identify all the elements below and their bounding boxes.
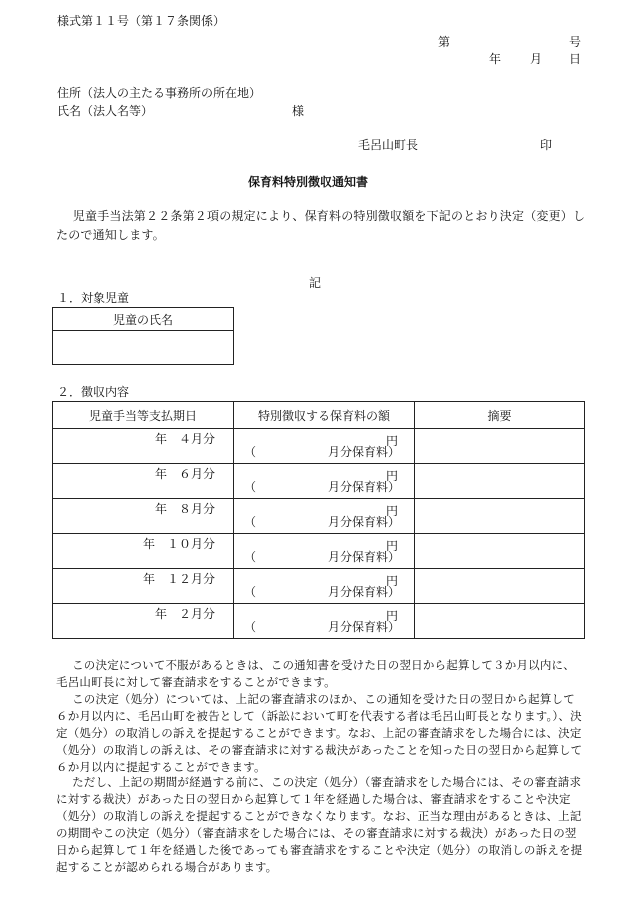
date-year-label: 年 (489, 52, 502, 66)
document-number-prefix: 第 (438, 35, 451, 49)
note-deadline: ただし、上記の期間が経過する前に、この決定（処分）（審査請求をした場合には、その審査請求に対する裁決）があった日の翌日から起算して１年を経過した場合は、審査請求をすることや決定（処分）の取消しの訴えを提起することができなくなります。なお、正当な理由があるときは、上記の期間やこの決定（処分）（審査請求をした場合には、その審査請求に対する裁決）があった日の翌日から起算して１年を経過した後であっても審査請求をすることや決定（処分）の取消しの訴えを提起することが認められる場合があります。 (56, 775, 583, 874)
table-row (53, 604, 585, 639)
year-label: 年 (154, 431, 167, 446)
months-fee-label: 月分保育料） (327, 480, 400, 494)
table-row (53, 499, 585, 534)
months-fee-label: 月分保育料） (327, 445, 400, 459)
note-appeal: この決定について不服があるときは、この通知書を受けた日の翌日から起算して３か月以内に、毛呂山町長に対して審査請求をすることができます。 (56, 658, 575, 689)
payment-date-cell (53, 429, 234, 464)
month-label: ４月分 (178, 431, 215, 446)
date-month-label: 月 (530, 52, 543, 66)
months-fee-label: 月分保育料） (327, 550, 400, 564)
remarks-cell (415, 429, 585, 464)
remarks-header: 摘要 (415, 402, 585, 429)
payment-date-cell (53, 499, 234, 534)
address-label: 住所（法人の主たる事務所の所在地） (57, 86, 262, 100)
remarks-cell (415, 499, 585, 534)
levy-amount-header: 特別徴収する保育料の額 (234, 402, 415, 429)
payment-date-header: 児童手当等支払期日 (53, 402, 234, 429)
open-paren: （ (244, 445, 257, 459)
months-fee-label: 月分保育料） (327, 515, 400, 529)
yen-label: 円 (385, 434, 398, 448)
payment-date-cell (53, 534, 234, 569)
month-label: ２月分 (178, 606, 215, 621)
yen-label: 円 (385, 609, 398, 623)
child-table (52, 307, 234, 365)
table-row (53, 429, 585, 464)
table-row (53, 569, 585, 604)
note-lawsuit: この決定（処分）については、上記の審査請求のほか、この通知を受けた日の翌日から起算して６か月以内に、毛呂山町を被告として（訴訟において町を代表する者は毛呂山町長となります。）、決定（処分）の取消しの訴えを提起することができます。なお、上記の審査請求をした場合には、決定（処分）の取消しの訴えは、その審査請求に対する裁決があったことを知った日の翌日から起算して６か月以内に提起することができます。 (56, 692, 583, 774)
levy-amount-cell (234, 429, 415, 464)
payment-date-cell (53, 569, 234, 604)
document-number-suffix: 号 (569, 35, 582, 49)
month-label: ６月分 (178, 466, 215, 481)
month-label: ８月分 (178, 501, 215, 516)
remarks-cell (415, 569, 585, 604)
month-label: １０月分 (166, 536, 215, 551)
payment-date-cell (53, 604, 234, 639)
open-paren: （ (244, 620, 257, 634)
year-label: 年 (142, 536, 155, 551)
yen-label: 円 (385, 504, 398, 518)
yen-label: 円 (385, 469, 398, 483)
year-label: 年 (154, 501, 167, 516)
remarks-cell (415, 464, 585, 499)
open-paren: （ (244, 585, 257, 599)
ki-marker: 記 (309, 276, 322, 290)
levy-amount-cell (234, 499, 415, 534)
document-title: 保育料特別徴収通知書 (248, 175, 369, 189)
months-fee-label: 月分保育料） (327, 585, 400, 599)
remarks-cell (415, 534, 585, 569)
issuer-name: 毛呂山町長 (358, 138, 419, 152)
child-name-header: 児童の氏名 (53, 308, 234, 331)
form-number: 様式第１１号（第１７条関係） (57, 14, 226, 28)
intro-paragraph: 児童手当法第２２条第２項の規定により、保育料の特別徴収額を下記のとおり決定（変更）したので通知します。 (56, 209, 586, 242)
honorific: 様 (292, 104, 305, 118)
year-label: 年 (154, 466, 167, 481)
levy-amount-cell (234, 534, 415, 569)
table-row (53, 534, 585, 569)
levy-table (52, 401, 585, 639)
table-row (53, 464, 585, 499)
name-label: 氏名（法人名等） (57, 104, 154, 118)
section2-heading: ２．徴収内容 (57, 385, 130, 399)
remarks-cell (415, 604, 585, 639)
levy-amount-cell (234, 604, 415, 639)
levy-amount-cell (234, 464, 415, 499)
year-label: 年 (154, 606, 167, 621)
date-day-label: 日 (569, 52, 582, 66)
open-paren: （ (244, 515, 257, 529)
yen-label: 円 (385, 574, 398, 588)
open-paren: （ (244, 480, 257, 494)
section1-heading: １．対象児童 (57, 291, 130, 305)
open-paren: （ (244, 550, 257, 564)
months-fee-label: 月分保育料） (327, 620, 400, 634)
month-label: １２月分 (166, 571, 215, 586)
payment-date-cell (53, 464, 234, 499)
yen-label: 円 (385, 539, 398, 553)
year-label: 年 (142, 571, 155, 586)
levy-amount-cell (234, 569, 415, 604)
child-name-cell (53, 331, 234, 365)
seal-mark: 印 (540, 138, 553, 152)
